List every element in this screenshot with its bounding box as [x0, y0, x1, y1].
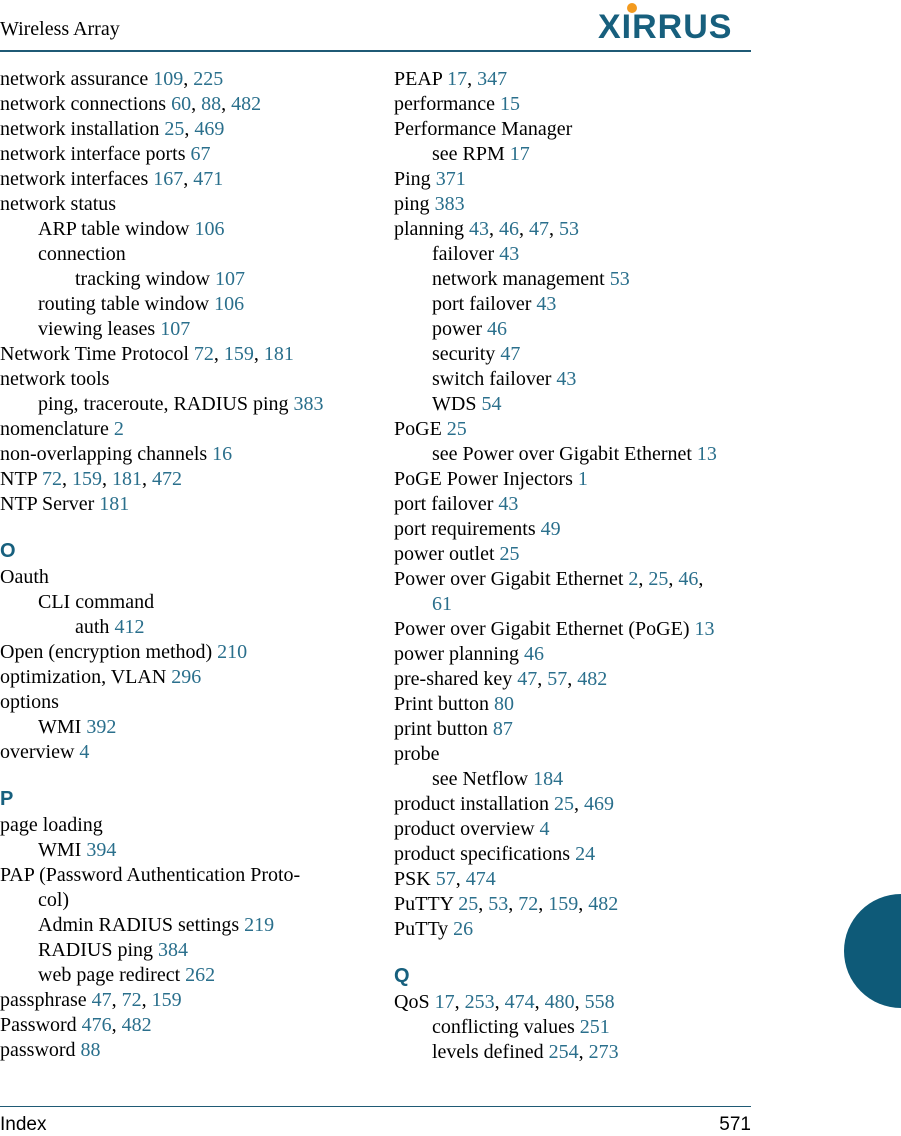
page-reference[interactable]: 384: [158, 939, 189, 961]
page-reference[interactable]: 482: [121, 1014, 152, 1036]
index-entry: Power over Gigabit Ethernet 2, 25, 46, 61: [394, 567, 754, 617]
index-term: Print button: [394, 693, 490, 715]
page-reference[interactable]: 80: [494, 693, 515, 715]
index-entry: [0, 242, 362, 267]
page-reference[interactable]: 72: [518, 893, 539, 915]
page-reference[interactable]: 53: [559, 218, 579, 240]
index-term: PoGE Power Injectors: [394, 468, 573, 490]
index-term: Open (encryption method): [0, 641, 213, 663]
page-reference[interactable]: 371: [435, 168, 466, 190]
index-term: ping, traceroute, RADIUS ping: [38, 393, 289, 415]
page-reference[interactable]: 210: [217, 641, 248, 663]
index-term: print button: [394, 718, 488, 740]
section-tab: [844, 894, 901, 1008]
page-reference[interactable]: 181: [112, 468, 143, 490]
index-term: performance: [394, 93, 496, 115]
index-entry: PEAP 17, 347: [394, 68, 508, 90]
index-entry: [394, 167, 754, 192]
index-term: probe: [394, 743, 440, 765]
index-entry: [394, 267, 754, 292]
index-section-letter: O: [0, 540, 16, 562]
page-reference[interactable]: 225: [193, 68, 224, 90]
index-term: network interfaces: [0, 168, 149, 190]
index-term: QoS: [394, 991, 430, 1013]
index-term: port failover: [432, 293, 532, 315]
page-reference[interactable]: 159: [151, 989, 182, 1011]
index-term: product overview: [394, 818, 535, 840]
page-reference[interactable]: 17: [447, 68, 468, 90]
page-reference[interactable]: 251: [579, 1016, 610, 1038]
index-column-right: [394, 67, 754, 1065]
page-reference[interactable]: 13: [696, 443, 717, 465]
index-term: see Netflow: [432, 768, 529, 790]
index-entry: [0, 317, 362, 342]
index-term: non-overlapping channels: [0, 443, 208, 465]
index-entry: [394, 242, 754, 267]
index-term: network interface ports: [0, 143, 186, 165]
index-term: Password: [0, 1014, 77, 1036]
index-term: tracking window: [75, 268, 210, 290]
page-reference[interactable]: 16: [212, 443, 233, 465]
index-term: port requirements: [394, 518, 536, 540]
page-reference[interactable]: 469: [194, 118, 225, 140]
index-entry: [0, 715, 362, 740]
index-entry: [0, 813, 362, 838]
page-reference[interactable]: 47: [517, 668, 538, 690]
index-term: Oauth: [0, 566, 49, 588]
page-reference[interactable]: 219: [244, 914, 275, 936]
index-term: routing table window: [38, 293, 210, 315]
index-term: web page redirect: [38, 964, 181, 986]
index-entry: PSK 57, 474: [394, 868, 496, 890]
index-term: Ping: [394, 168, 431, 190]
page-reference[interactable]: 159: [72, 468, 103, 490]
index-entry: PuTTY 25, 53, 72, 159, 482: [394, 893, 619, 915]
index-term: options: [0, 691, 59, 713]
index-term: PuTTy: [394, 918, 449, 940]
running-header-title: Wireless Array: [0, 18, 120, 40]
page-reference[interactable]: 383: [293, 393, 324, 415]
index-term: page loading: [0, 814, 103, 836]
index-entry: [394, 642, 754, 667]
index-term: network management: [432, 268, 605, 290]
index-term: WDS: [432, 393, 477, 415]
page-reference[interactable]: 53: [609, 268, 630, 290]
index-term: switch failover: [432, 368, 552, 390]
index-entry-continuation: [394, 592, 754, 617]
index-entry: levels defined 254, 273: [432, 1041, 619, 1063]
index-term: WMI: [38, 716, 82, 738]
index-entry: [0, 863, 362, 913]
page-reference[interactable]: 46: [499, 218, 519, 240]
index-entry: network interfaces 167, 471: [0, 168, 224, 190]
page-reference[interactable]: 25: [553, 793, 574, 815]
logo-text: XIRRUS: [598, 8, 733, 42]
index-term: see RPM: [432, 143, 505, 165]
page-reference[interactable]: 47: [529, 218, 549, 240]
page-reference[interactable]: 43: [469, 218, 489, 240]
index-entry: [0, 838, 362, 863]
page-reference[interactable]: 159: [223, 343, 254, 365]
index-term: CLI command: [38, 591, 155, 613]
index-entry: [394, 767, 754, 792]
index-entry: [394, 442, 754, 467]
index-entry: passphrase 47, 72, 159: [0, 989, 182, 1011]
page-reference[interactable]: 253: [464, 991, 495, 1013]
page-reference[interactable]: 13: [694, 618, 715, 640]
page-reference[interactable]: 471: [193, 168, 224, 190]
index-term: port failover: [394, 493, 494, 515]
index-term: planning: [394, 218, 464, 240]
page-reference[interactable]: 4: [79, 741, 90, 763]
index-term: ping: [394, 193, 430, 215]
page-reference[interactable]: 60: [171, 93, 192, 115]
index-entry: [0, 267, 362, 292]
page-reference[interactable]: 472: [152, 468, 183, 490]
page-reference[interactable]: 476: [81, 1014, 112, 1036]
index-term: network connections: [0, 93, 167, 115]
page-reference[interactable]: 88: [80, 1039, 101, 1061]
index-term: Network Time Protocol: [0, 343, 189, 365]
index-entry: [0, 1038, 362, 1063]
index-entry: [394, 492, 754, 517]
page-reference[interactable]: 25: [446, 418, 467, 440]
index-term: power: [432, 318, 482, 340]
index-entry: [394, 717, 754, 742]
index-entry: Password 476, 482: [0, 1014, 152, 1036]
page-reference[interactable]: 383: [434, 193, 465, 215]
page-reference[interactable]: 17: [509, 143, 530, 165]
index-term: PAP (Password Authentication Proto-: [0, 864, 301, 886]
index-entry: [0, 292, 362, 317]
index-entry: [394, 542, 754, 567]
index-term: power outlet: [394, 543, 495, 565]
index-term: product specifications: [394, 843, 571, 865]
index-column-left: [0, 67, 362, 1063]
footer-section-name: Index: [0, 1114, 47, 1135]
index-entry: [0, 417, 362, 442]
index-entry: [0, 665, 362, 690]
page-reference[interactable]: 49: [540, 518, 561, 540]
index-term: ARP table window: [38, 218, 190, 240]
index-term: see Power over Gigabit Ethernet: [432, 443, 692, 465]
index-entry: [394, 742, 754, 767]
page-reference[interactable]: 4: [539, 818, 550, 840]
page-reference[interactable]: 25: [458, 893, 479, 915]
page-reference[interactable]: 412: [114, 616, 145, 638]
page-reference[interactable]: 159: [548, 893, 579, 915]
index-entry: network connections 60, 88, 482: [0, 93, 262, 115]
index-entry: pre-shared key 47, 57, 482: [394, 668, 608, 690]
index-entry: [394, 617, 754, 642]
index-entry: [394, 317, 754, 342]
page-reference[interactable]: 558: [584, 991, 615, 1013]
page-reference[interactable]: 184: [533, 768, 564, 790]
page-reference[interactable]: 181: [263, 343, 294, 365]
index-term: network installation: [0, 118, 160, 140]
index-term: network status: [0, 193, 117, 215]
page-reference[interactable]: 43: [499, 243, 520, 265]
page-reference[interactable]: 72: [42, 468, 63, 490]
index-entry: NTP 72, 159, 181, 472: [0, 468, 183, 490]
index-entry: [0, 565, 362, 590]
index-term: PEAP: [394, 68, 443, 90]
index-entry: [0, 192, 362, 217]
page-reference[interactable]: 107: [214, 268, 245, 290]
index-entry: [394, 467, 754, 492]
index-term: security: [432, 343, 496, 365]
page-reference[interactable]: 482: [588, 893, 619, 915]
index-entry: [0, 640, 362, 665]
index-entry: [0, 615, 362, 640]
footer-rule: [0, 1106, 751, 1107]
page-number: 571: [719, 1114, 751, 1135]
index-term: RADIUS ping: [38, 939, 154, 961]
index-term: WMI: [38, 839, 82, 861]
index-entry: [394, 92, 754, 117]
page-reference[interactable]: 482: [231, 93, 262, 115]
index-entry: QoS 17, 253, 474, 480, 558: [394, 991, 615, 1013]
index-entry: [394, 292, 754, 317]
page-reference[interactable]: 53: [488, 893, 509, 915]
page-reference[interactable]: 296: [171, 666, 202, 688]
index-entry: [0, 913, 362, 938]
index-term: password: [0, 1039, 76, 1061]
page-reference[interactable]: 474: [504, 991, 535, 1013]
page-reference[interactable]: 106: [214, 293, 245, 315]
index-term: Power over Gigabit Ethernet: [394, 568, 624, 590]
page-reference[interactable]: 109: [153, 68, 184, 90]
page-reference[interactable]: 57: [435, 868, 456, 890]
index-entry: Network Time Protocol 72, 159, 181: [0, 343, 294, 365]
index-entry: [0, 217, 362, 242]
page-reference[interactable]: 254: [548, 1041, 579, 1063]
index-term: viewing leases: [38, 318, 156, 340]
index-term: Admin RADIUS settings: [38, 914, 240, 936]
page-reference[interactable]: 47: [91, 989, 112, 1011]
index-term: power planning: [394, 643, 519, 665]
index-entry: [394, 517, 754, 542]
page-reference[interactable]: 54: [481, 393, 502, 415]
index-term: PoGE: [394, 418, 442, 440]
index-entry: planning 43, 46, 47, 53: [394, 218, 579, 240]
page-reference[interactable]: 262: [185, 964, 216, 986]
index-term: PuTTY: [394, 893, 454, 915]
index-entry: [394, 392, 754, 417]
index-term: NTP Server: [0, 493, 95, 515]
page-reference[interactable]: 273: [588, 1041, 619, 1063]
index-entry: [0, 492, 362, 517]
index-term: NTP: [0, 468, 38, 490]
index-entry: [394, 417, 754, 442]
index-entry: [394, 817, 754, 842]
page-reference[interactable]: 167: [153, 168, 184, 190]
index-entry: [0, 142, 362, 167]
index-entry: [394, 842, 754, 867]
index-entry: [394, 342, 754, 367]
page-reference[interactable]: 72: [121, 989, 142, 1011]
page-reference[interactable]: 67: [190, 143, 211, 165]
index-entry: [394, 367, 754, 392]
page-reference[interactable]: 43: [498, 493, 519, 515]
index-entry: [394, 192, 754, 217]
index-term: failover: [432, 243, 495, 265]
page-reference[interactable]: 347: [477, 68, 508, 90]
page-reference[interactable]: 469: [583, 793, 614, 815]
page-reference[interactable]: 25: [499, 543, 520, 565]
page-reference[interactable]: 26: [453, 918, 474, 940]
index-entry: [0, 740, 362, 765]
page-reference[interactable]: 43: [536, 293, 557, 315]
page-reference[interactable]: 107: [160, 318, 191, 340]
page-reference[interactable]: 181: [99, 493, 130, 515]
index-entry: [0, 442, 362, 467]
page-reference[interactable]: 47: [500, 343, 521, 365]
index-entry: [0, 938, 362, 963]
index-entry: [394, 1015, 754, 1040]
page-reference[interactable]: 24: [575, 843, 596, 865]
page-reference[interactable]: 87: [492, 718, 513, 740]
index-section-letter: Q: [394, 965, 410, 987]
index-entry: [394, 692, 754, 717]
index-term: Power over Gigabit Ethernet (PoGE): [394, 618, 690, 640]
index-entry: [0, 690, 362, 715]
index-entry: [394, 142, 754, 167]
index-entry: network assurance 109, 225: [0, 68, 224, 90]
index-term: auth: [75, 616, 110, 638]
page-reference[interactable]: 2: [628, 568, 639, 590]
page-reference[interactable]: 2: [113, 418, 124, 440]
xirrus-logo: [598, 2, 748, 42]
index-entry: [0, 392, 362, 417]
index-term: network assurance: [0, 68, 149, 90]
page-reference[interactable]: 106: [194, 218, 225, 240]
index-entry: [394, 117, 754, 142]
page-reference[interactable]: 61: [432, 593, 452, 615]
page-reference[interactable]: 46: [486, 318, 507, 340]
page-reference[interactable]: 46: [523, 643, 544, 665]
index-term: product installation: [394, 793, 549, 815]
index-term: network tools: [0, 368, 110, 390]
index-term: overview: [0, 741, 75, 763]
index-term: nomenclature: [0, 418, 109, 440]
page-reference[interactable]: 25: [164, 118, 185, 140]
index-entry: network installation 25, 469: [0, 118, 225, 140]
page-reference[interactable]: 482: [577, 668, 608, 690]
index-term: connection: [38, 243, 126, 265]
page-reference[interactable]: 46: [678, 568, 699, 590]
index-entry-continuation: col): [38, 889, 70, 911]
index-section-letter: P: [0, 788, 14, 810]
page-reference[interactable]: 17: [434, 991, 455, 1013]
page-reference[interactable]: 480: [544, 991, 575, 1013]
index-term: conflicting values: [432, 1016, 575, 1038]
page-reference[interactable]: 392: [86, 716, 117, 738]
page-reference[interactable]: 43: [556, 368, 577, 390]
index-term: pre-shared key: [394, 668, 513, 690]
index-entry: [0, 590, 362, 615]
index-entry: [394, 917, 754, 942]
page-reference[interactable]: 1: [577, 468, 588, 490]
index-term: levels defined: [432, 1041, 544, 1063]
index-term: Performance Manager: [394, 118, 573, 140]
index-entry: product installation 25, 469: [394, 793, 614, 815]
page-reference[interactable]: 57: [547, 668, 568, 690]
header-rule: [0, 50, 751, 52]
page-reference[interactable]: 394: [86, 839, 117, 861]
page-reference[interactable]: 474: [465, 868, 496, 890]
page-reference[interactable]: 72: [193, 343, 214, 365]
page-reference[interactable]: 88: [201, 93, 222, 115]
index-entry: [0, 367, 362, 392]
index-term: passphrase: [0, 989, 87, 1011]
page-reference[interactable]: 15: [500, 93, 521, 115]
index-term: PSK: [394, 868, 431, 890]
index-entry: [0, 963, 362, 988]
index-term: optimization, VLAN: [0, 666, 167, 688]
page-reference[interactable]: 25: [648, 568, 669, 590]
